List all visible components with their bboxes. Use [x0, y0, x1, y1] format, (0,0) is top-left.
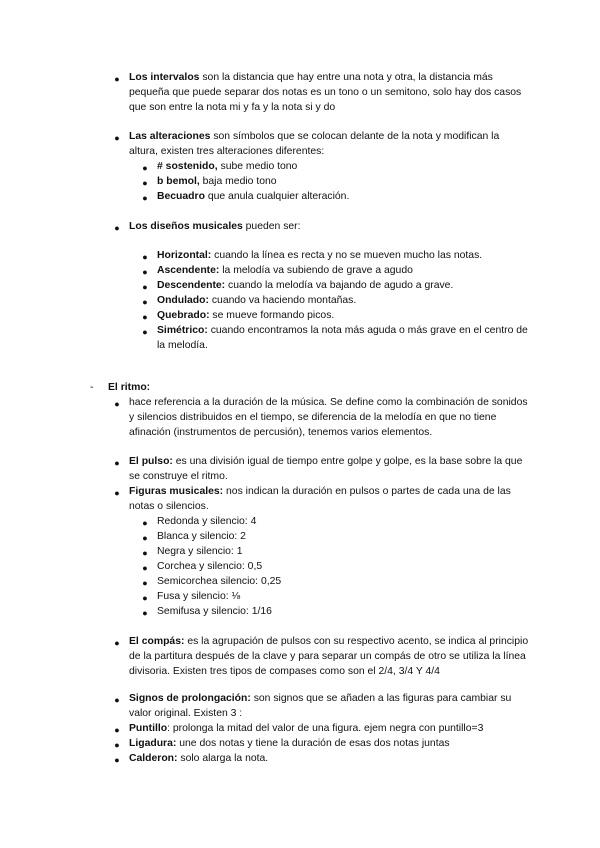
paragraph: [129, 219, 529, 234]
list-item: [157, 308, 529, 323]
bullet-icon: ●: [114, 740, 120, 750]
term: Quebrado:: [157, 310, 210, 321]
bullet-icon: ●: [142, 163, 148, 173]
paragraph-signos: [129, 691, 529, 721]
bullet-icon: ●: [142, 297, 148, 307]
list-item: [157, 293, 529, 308]
paragraph-ritmo-intro: hace referencia a la duración de la música. Se define como la combinación de sonidos y silencios distribuidos en el tiempo, se diferencia de la melodía en que no tiene afinación (instrumentos de percusión), tenemos varios elementos.: [129, 397, 528, 438]
bullet-icon: ●: [114, 695, 120, 705]
paragraph-calderon: [129, 751, 529, 766]
list-item: [157, 263, 529, 278]
list-item: Fusa y silencio: ⅛: [157, 591, 241, 602]
term: Simétrico:: [157, 325, 208, 336]
dash-bullet: -: [90, 382, 94, 393]
bullet-icon: ●: [114, 399, 120, 409]
paragraph: [129, 70, 529, 115]
bullet-icon: ●: [114, 638, 120, 648]
text: la melodía va subiendo de grave a agudo: [219, 265, 413, 276]
paragraph: [129, 129, 529, 159]
list-item: Corchea y silencio: 0,5: [157, 561, 263, 572]
term: Figuras musicales:: [129, 486, 224, 497]
term: b bemol,: [157, 176, 200, 187]
bullet-icon: ●: [142, 548, 148, 558]
bullet-icon: ●: [142, 178, 148, 188]
section-title: El ritmo:: [108, 382, 151, 393]
text: son signos que se añaden a las figuras para cambiar su valor original. Existen 3 :: [129, 693, 512, 719]
bullet-icon: ●: [142, 312, 148, 322]
text: solo alarga la nota.: [177, 753, 269, 764]
bullet-icon: ●: [142, 193, 148, 203]
term: Los intervalos: [129, 72, 200, 83]
term: Ondulado:: [157, 295, 209, 306]
term: Becuadro: [157, 191, 205, 202]
bullet-icon: ●: [114, 223, 120, 233]
text: cuando encontramos la nota más aguda o más grave en el centro de la melodía.: [157, 325, 528, 351]
paragraph-compas: [129, 634, 529, 679]
bullet-icon: ●: [142, 518, 148, 528]
bullet-icon: ●: [114, 458, 120, 468]
text: cuando va haciendo montañas.: [208, 295, 357, 306]
bullet-icon: ●: [142, 327, 148, 337]
list-item: [157, 189, 529, 204]
bullet-icon: ●: [142, 267, 148, 277]
list-item: Blanca y silencio: 2: [157, 531, 246, 542]
bullet-icon: ●: [142, 563, 148, 573]
list-item: [157, 248, 529, 263]
paragraph-pulso: [129, 454, 529, 484]
term: El pulso:: [129, 456, 173, 467]
text: es una división igual de tiempo entre golpe y golpe, es la base sobre la que se construye el ritmo.: [129, 456, 523, 482]
term: Signos de prolongación:: [129, 693, 251, 704]
paragraph-ligadura: [129, 736, 529, 751]
paragraph-puntillo: [129, 721, 529, 736]
term: # sostenido,: [157, 161, 218, 172]
bullet-icon: ●: [142, 593, 148, 603]
list-item: Redonda y silencio: 4: [157, 516, 257, 527]
term: El compás:: [129, 636, 185, 647]
list-item: [157, 174, 529, 189]
text: sube medio tono: [217, 161, 298, 172]
bullet-icon: ●: [114, 488, 120, 498]
bullet-icon: ●: [114, 133, 120, 143]
term: Las alteraciones: [129, 131, 211, 142]
list-item: Semicorchea silencio: 0,25: [157, 576, 282, 587]
term: Los diseños musicales: [129, 221, 243, 232]
bullet-icon: ●: [114, 74, 120, 84]
text: cuando la línea es recta y no se mueven mucho las notas.: [211, 250, 483, 261]
bullet-icon: ●: [142, 252, 148, 262]
bullet-icon: ●: [114, 725, 120, 735]
text: pueden ser:: [242, 221, 301, 232]
term: Descendente:: [157, 280, 226, 291]
bullet-icon: ●: [142, 533, 148, 543]
term: Calderon:: [129, 753, 178, 764]
term: Puntillo: [129, 723, 168, 734]
term: Ascendente:: [157, 265, 220, 276]
paragraph-figuras: [129, 484, 529, 514]
text: cuando la melodía va bajando de agudo a grave.: [225, 280, 454, 291]
list-item: Negra y silencio: 1: [157, 546, 243, 557]
text: se mueve formando picos.: [209, 310, 335, 321]
text: son la distancia que hay entre una nota y otra, la distancia más pequeña que puede separar dos notas es un tono o un semitono, solo hay dos casos que son entre la nota mi y fa y la nota si y do: [129, 72, 522, 113]
list-item: Semifusa y silencio: 1/16: [157, 606, 272, 617]
term: Horizontal:: [157, 250, 212, 261]
bullet-icon: ●: [142, 282, 148, 292]
list-item: [157, 323, 529, 353]
bullet-icon: ●: [142, 608, 148, 618]
text: : prolonga la mitad del valor de una figura. ejem negra con puntillo=3: [167, 723, 484, 734]
text: es la agrupación de pulsos con su respectivo acento, se indica al principio de la partitura después de la clave y para separar un compás de otro se utiliza la línea divisoria. Existen tres tipos de compases como son el 2/4, 3/4 Y 4/4: [129, 636, 529, 677]
text: une dos notas y tiene la duración de esas dos notas juntas: [176, 738, 450, 749]
text: nos indican la duración en pulsos o partes de cada una de las notas o silencios.: [129, 486, 511, 512]
text: que anula cualquier alteración.: [204, 191, 350, 202]
bullet-icon: ●: [114, 755, 120, 765]
bullet-icon: ●: [142, 578, 148, 588]
text: baja medio tono: [199, 176, 277, 187]
text: son símbolos que se colocan delante de la nota y modifican la altura, existen tres alteraciones diferentes:: [129, 131, 500, 157]
term: Ligadura:: [129, 738, 177, 749]
list-item: [157, 278, 529, 293]
list-item: [157, 159, 529, 174]
